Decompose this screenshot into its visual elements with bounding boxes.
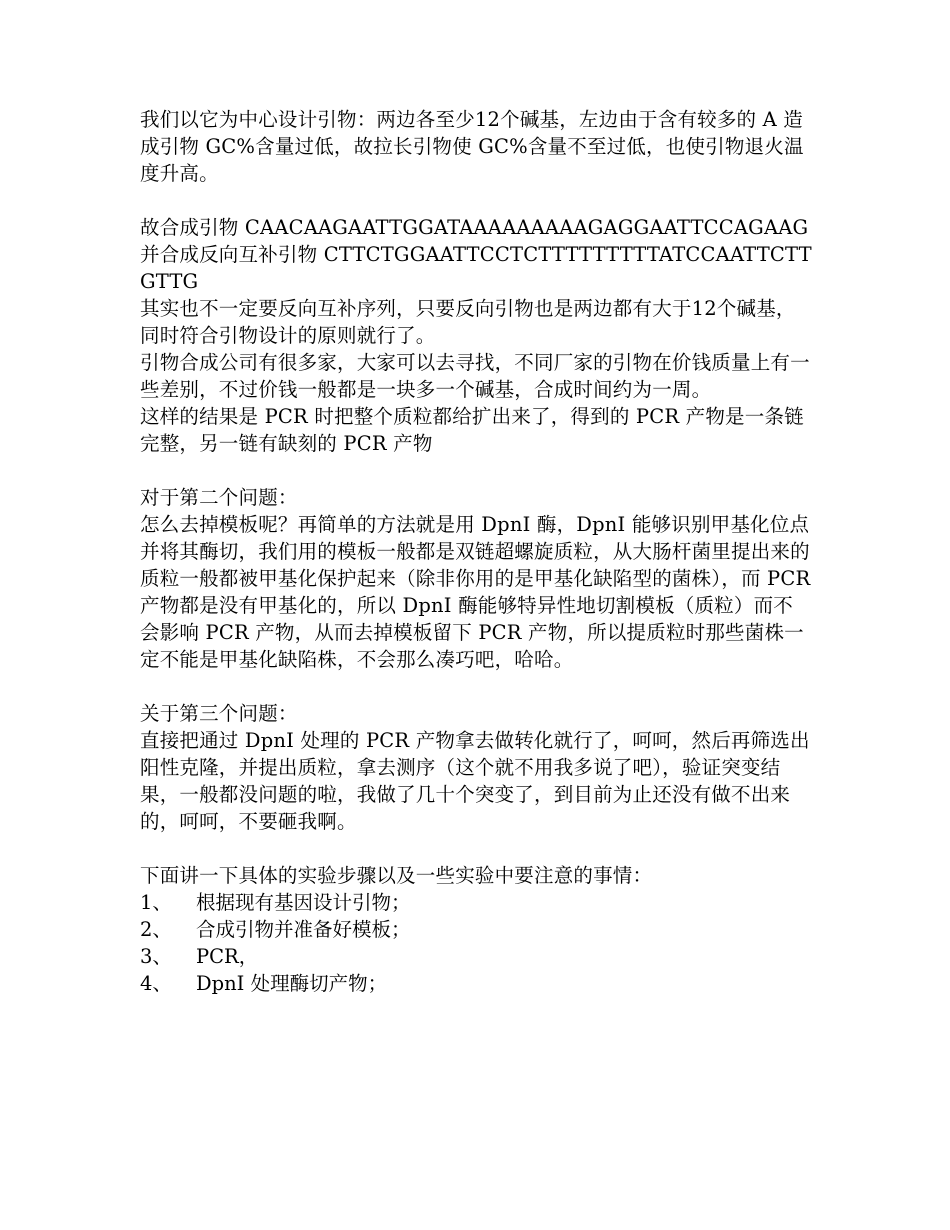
paragraph-reverse-note: 其实也不一定要反向互补序列，只要反向引物也是两边都有大于12个碱基，同时符合引物设计的原则就行了。 xyxy=(140,297,796,347)
document-body xyxy=(140,106,812,997)
list-item xyxy=(140,943,812,970)
step-text: 根据现有基因设计引物； xyxy=(196,891,411,914)
paragraph-steps-intro: 下面讲一下具体的实验步骤以及一些实验中要注意的事情： xyxy=(140,864,653,887)
list-item xyxy=(140,916,812,943)
list-item xyxy=(140,889,812,916)
paragraph-spacer xyxy=(140,187,812,214)
step-text: 合成引物并准备好模板； xyxy=(196,918,411,941)
step-text: PCR， xyxy=(196,945,259,968)
paragraph-dpni-template-removal: 怎么去掉模板呢？再简单的方法就是用 DpnI 酶，DpnI 能够识别甲基化位点并将其酶切，我们用的模板一般都是双链超螺旋质粒，从大肠杆菌里提出来的质粒一般都被甲基化保护起来（除非你用的是甲基化缺陷型的菌株），而 PCR 产物都是没有甲基化的，所以 DpnI 酶能够特异性地切割模板（质粒）而不会影响 PCR 产物，从而去掉模板留下 PCR 产物，所以提质粒时那些菌株一定不能是甲基化缺陷株，不会那么凑巧吧，哈哈。 xyxy=(140,513,811,671)
paragraph-spacer xyxy=(140,835,812,862)
step-number: 1、 xyxy=(140,891,172,914)
heading-second-question: 对于第二个问题： xyxy=(140,486,298,509)
step-number: 2、 xyxy=(140,918,172,941)
paragraph-reverse-primer: 并合成反向互补引物 CTTCTGGAATTCCTCTTTTTTTTTATCCAATTCTTGTTG xyxy=(140,243,812,293)
paragraph-primer-design: 我们以它为中心设计引物：两边各至少12个碱基，左边由于含有较多的 A 造成引物 GC%含量过低，故拉长引物使 GC%含量不至过低，也使引物退火温度升高。 xyxy=(140,108,804,185)
paragraph-transformation: 直接把通过 DpnI 处理的 PCR 产物拿去做转化就行了，呵呵，然后再筛选出阳性克隆，并提出质粒，拿去测序（这个就不用我多说了吧），验证突变结果，一般都没问题的啦，我做了几十个突变了，到目前为止还没有做不出来的，呵呵，不要砸我啊。 xyxy=(140,729,810,833)
list-item xyxy=(140,970,812,997)
step-number: 3、 xyxy=(140,945,172,968)
experiment-steps-list xyxy=(140,889,812,997)
paragraph-pcr-result: 这样的结果是 PCR 时把整个质粒都给扩出来了，得到的 PCR 产物是一条链完整，另一链有缺刻的 PCR 产物 xyxy=(140,405,804,455)
paragraph-forward-primer: 故合成引物 CAACAAGAATTGGATAAAAAAAAAGAGGAATTCCAGAAG xyxy=(140,216,809,239)
paragraph-spacer xyxy=(140,673,812,700)
paragraph-spacer xyxy=(140,457,812,484)
step-number: 4、 xyxy=(140,972,172,995)
step-text: DpnI 处理酶切产物； xyxy=(196,972,388,995)
heading-third-question: 关于第三个问题： xyxy=(140,702,298,725)
paragraph-synthesis-companies: 引物合成公司有很多家，大家可以去寻找，不同厂家的引物在价钱质量上有一些差别，不过价钱一般都是一块多一个碱基，合成时间约为一周。 xyxy=(140,351,810,401)
